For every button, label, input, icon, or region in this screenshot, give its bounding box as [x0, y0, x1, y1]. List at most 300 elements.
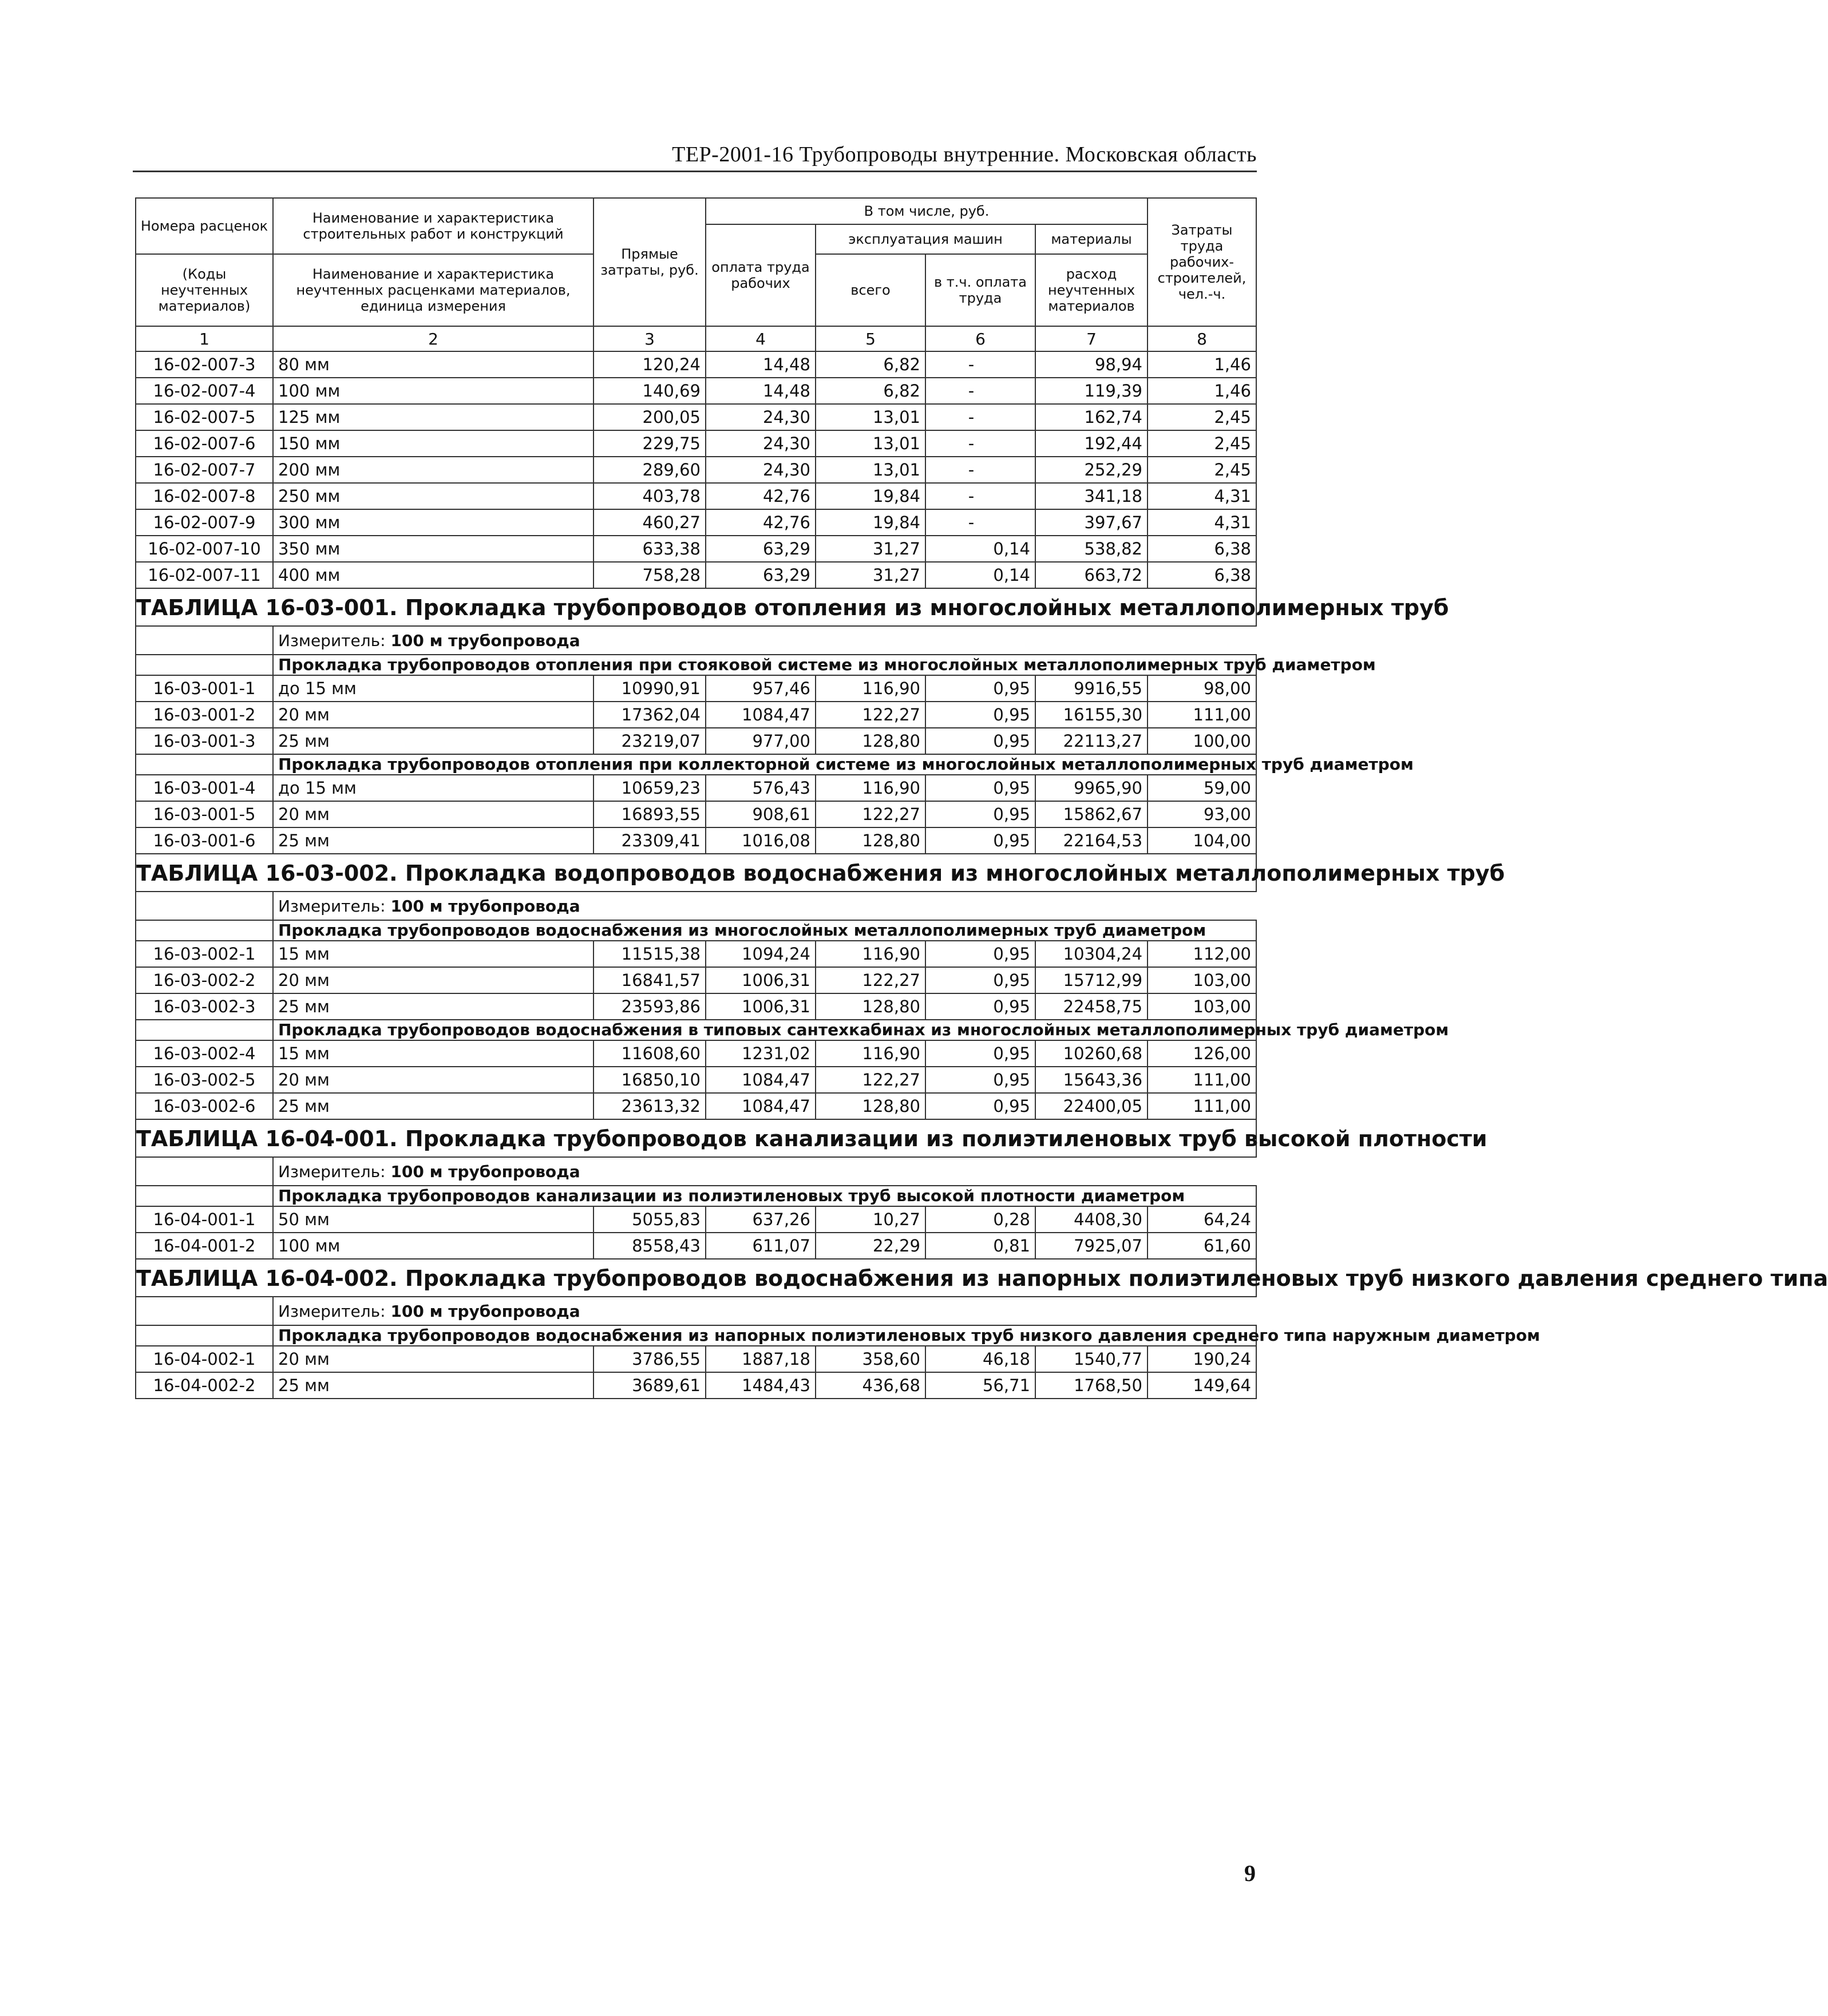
machine-total: 6,82	[816, 378, 925, 404]
machine-labor-pay: 0,95	[925, 941, 1035, 967]
table-title	[136, 1259, 1828, 1297]
group-label: Прокладка трубопроводов водоснабжения из многослойных металлополимерных труб диаметром	[273, 920, 1256, 941]
materials-cost: 7925,07	[1035, 1233, 1148, 1259]
table-number: ТАБЛИЦА 16-03-001.	[136, 595, 398, 620]
labor-pay: 24,30	[706, 430, 816, 457]
machine-labor-pay: 0,95	[925, 801, 1035, 827]
group-header-row	[136, 655, 1256, 675]
group-header-row	[136, 1020, 1256, 1040]
materials-cost: 15643,36	[1035, 1067, 1148, 1093]
meter-label: Измеритель:	[278, 631, 391, 650]
labor-hours: 111,00	[1148, 702, 1256, 728]
machine-labor-pay: 46,18	[925, 1346, 1035, 1372]
materials-cost: 4408,30	[1035, 1206, 1148, 1233]
rate-name: 100 мм	[273, 1233, 593, 1259]
rate-name: 25 мм	[273, 993, 593, 1020]
machine-total: 122,27	[816, 702, 925, 728]
labor-hours: 104,00	[1148, 827, 1256, 854]
direct-cost: 10659,23	[593, 775, 706, 801]
labor-pay: 42,76	[706, 509, 816, 536]
machine-labor-pay: 0,14	[925, 536, 1035, 562]
labor-hours: 2,45	[1148, 404, 1256, 430]
rate-code: 16-02-007-8	[136, 483, 273, 509]
meter-row	[136, 892, 1256, 920]
direct-cost: 5055,83	[593, 1206, 706, 1233]
direct-cost: 11608,60	[593, 1040, 706, 1067]
direct-cost: 10990,91	[593, 675, 706, 702]
machine-labor-pay: 0,95	[925, 967, 1035, 993]
table-row	[136, 430, 1256, 457]
table-row	[136, 457, 1256, 483]
labor-pay: 1006,31	[706, 993, 816, 1020]
meter-value: 100 м трубопровода	[390, 631, 580, 650]
col-machines-total: всего	[816, 254, 925, 326]
direct-cost: 23219,07	[593, 728, 706, 754]
machine-labor-pay: -	[925, 457, 1035, 483]
labor-hours: 112,00	[1148, 941, 1256, 967]
direct-cost: 16893,55	[593, 801, 706, 827]
rate-code: 16-03-002-4	[136, 1040, 273, 1067]
labor-pay: 14,48	[706, 378, 816, 404]
col-materials: материалы	[1035, 224, 1148, 254]
col-index: 7	[1035, 326, 1148, 351]
machine-total: 6,82	[816, 351, 925, 378]
labor-hours: 4,31	[1148, 509, 1256, 536]
machine-labor-pay: 0,81	[925, 1233, 1035, 1259]
meter-row	[136, 1157, 1256, 1186]
rate-code: 16-03-002-1	[136, 941, 273, 967]
machine-labor-pay: 0,95	[925, 1093, 1035, 1119]
table-row	[136, 404, 1256, 430]
machine-total: 116,90	[816, 941, 925, 967]
table-title-row	[136, 1259, 1256, 1297]
labor-pay: 1084,47	[706, 1093, 816, 1119]
rate-code: 16-02-007-7	[136, 457, 273, 483]
materials-cost: 252,29	[1035, 457, 1148, 483]
labor-pay: 24,30	[706, 457, 816, 483]
col-name-bottom: Наименование и характеристика неучтенных расценками материалов, единица измерения	[273, 254, 593, 326]
rate-name: 15 мм	[273, 941, 593, 967]
labor-pay: 637,26	[706, 1206, 816, 1233]
blank-cell	[136, 920, 273, 941]
rate-name: 20 мм	[273, 801, 593, 827]
rate-name: до 15 мм	[273, 675, 593, 702]
materials-cost: 15712,99	[1035, 967, 1148, 993]
table-number: ТАБЛИЦА 16-04-002.	[136, 1266, 398, 1291]
machine-labor-pay: 0,28	[925, 1206, 1035, 1233]
table-title	[136, 1119, 1487, 1157]
col-index: 4	[706, 326, 816, 351]
rate-code: 16-04-002-1	[136, 1346, 273, 1372]
materials-cost: 663,72	[1035, 562, 1148, 588]
rate-code: 16-03-002-6	[136, 1093, 273, 1119]
table-row	[136, 351, 1256, 378]
labor-pay: 1231,02	[706, 1040, 816, 1067]
meter-row	[136, 1297, 1256, 1325]
rate-name: 20 мм	[273, 967, 593, 993]
materials-cost: 9965,90	[1035, 775, 1148, 801]
machine-total: 122,27	[816, 1067, 925, 1093]
direct-cost: 17362,04	[593, 702, 706, 728]
labor-hours: 111,00	[1148, 1067, 1256, 1093]
direct-cost: 229,75	[593, 430, 706, 457]
labor-hours: 93,00	[1148, 801, 1256, 827]
rate-code: 16-02-007-5	[136, 404, 273, 430]
rate-name: 20 мм	[273, 1346, 593, 1372]
table-row	[136, 536, 1256, 562]
machine-total: 13,01	[816, 457, 925, 483]
machine-labor-pay: 0,95	[925, 728, 1035, 754]
blank-cell	[136, 1157, 273, 1186]
group-header-row	[136, 920, 1256, 941]
rate-name: 25 мм	[273, 728, 593, 754]
labor-hours: 59,00	[1148, 775, 1256, 801]
table-row	[136, 801, 1256, 827]
col-pay: оплата труда рабочих	[706, 224, 816, 326]
rate-code: 16-03-002-3	[136, 993, 273, 1020]
labor-pay: 1006,31	[706, 967, 816, 993]
rate-code: 16-03-001-5	[136, 801, 273, 827]
rate-name: 15 мм	[273, 1040, 593, 1067]
group-label: Прокладка трубопроводов отопления при стояковой системе из многослойных металлополимерных труб диаметром	[273, 655, 1256, 675]
blank-cell	[136, 655, 273, 675]
machine-labor-pay: -	[925, 378, 1035, 404]
meter-row	[136, 626, 1256, 655]
meter-value: 100 м трубопровода	[390, 1162, 580, 1181]
machine-labor-pay: 56,71	[925, 1372, 1035, 1399]
col-materials-sub: расход неучтенных материалов	[1035, 254, 1148, 326]
machine-total: 31,27	[816, 562, 925, 588]
materials-cost: 10304,24	[1035, 941, 1148, 967]
rate-name: 20 мм	[273, 1067, 593, 1093]
col-name-top: Наименование и характеристика строительных работ и конструкций	[273, 198, 593, 254]
table-row	[136, 675, 1256, 702]
machine-labor-pay: -	[925, 430, 1035, 457]
page-header	[133, 136, 1257, 172]
labor-pay: 1084,47	[706, 702, 816, 728]
direct-cost: 11515,38	[593, 941, 706, 967]
machine-total: 10,27	[816, 1206, 925, 1233]
materials-cost: 1768,50	[1035, 1372, 1148, 1399]
table-row	[136, 728, 1256, 754]
direct-cost: 8558,43	[593, 1233, 706, 1259]
labor-hours: 2,45	[1148, 457, 1256, 483]
machine-labor-pay: 0,14	[925, 562, 1035, 588]
machine-labor-pay: 0,95	[925, 775, 1035, 801]
blank-cell	[136, 626, 273, 655]
machine-total: 128,80	[816, 1093, 925, 1119]
direct-cost: 3786,55	[593, 1346, 706, 1372]
table-row	[136, 1372, 1256, 1399]
rate-code: 16-02-007-3	[136, 351, 273, 378]
direct-cost: 460,27	[593, 509, 706, 536]
rate-code: 16-03-002-2	[136, 967, 273, 993]
direct-cost: 120,24	[593, 351, 706, 378]
labor-hours: 103,00	[1148, 993, 1256, 1020]
machine-labor-pay: 0,95	[925, 702, 1035, 728]
col-direct: Прямые затраты, руб.	[593, 198, 706, 326]
labor-hours: 64,24	[1148, 1206, 1256, 1233]
direct-cost: 16850,10	[593, 1067, 706, 1093]
rate-code: 16-03-001-3	[136, 728, 273, 754]
materials-cost: 192,44	[1035, 430, 1148, 457]
machine-total: 358,60	[816, 1346, 925, 1372]
direct-cost: 758,28	[593, 562, 706, 588]
machine-labor-pay: 0,95	[925, 1040, 1035, 1067]
machine-total: 19,84	[816, 483, 925, 509]
machine-labor-pay: 0,95	[925, 827, 1035, 854]
blank-cell	[136, 892, 273, 920]
labor-pay: 576,43	[706, 775, 816, 801]
table-title	[136, 588, 1449, 626]
machine-total: 19,84	[816, 509, 925, 536]
col-index: 6	[925, 326, 1035, 351]
rate-name: 100 мм	[273, 378, 593, 404]
group-label: Прокладка трубопроводов отопления при коллекторной системе из многослойных металлополимерных труб диаметром	[273, 754, 1256, 775]
meter-value: 100 м трубопровода	[390, 896, 580, 916]
table-row	[136, 941, 1256, 967]
labor-pay: 42,76	[706, 483, 816, 509]
rate-code: 16-03-001-2	[136, 702, 273, 728]
machine-total: 13,01	[816, 430, 925, 457]
materials-cost: 22400,05	[1035, 1093, 1148, 1119]
rate-name: 150 мм	[273, 430, 593, 457]
materials-cost: 119,39	[1035, 378, 1148, 404]
col-index: 8	[1148, 326, 1256, 351]
labor-hours: 61,60	[1148, 1233, 1256, 1259]
labor-hours: 100,00	[1148, 728, 1256, 754]
machine-total: 128,80	[816, 993, 925, 1020]
direct-cost: 633,38	[593, 536, 706, 562]
machine-labor-pay: 0,95	[925, 1067, 1035, 1093]
materials-cost: 9916,55	[1035, 675, 1148, 702]
table-row	[136, 562, 1256, 588]
materials-cost: 22113,27	[1035, 728, 1148, 754]
machine-labor-pay: 0,95	[925, 675, 1035, 702]
rate-name: 300 мм	[273, 509, 593, 536]
meter-value: 100 м трубопровода	[390, 1301, 580, 1321]
direct-cost: 403,78	[593, 483, 706, 509]
group-header-row	[136, 1186, 1256, 1206]
labor-hours: 6,38	[1148, 562, 1256, 588]
machine-labor-pay: 0,95	[925, 993, 1035, 1020]
rate-name: 25 мм	[273, 827, 593, 854]
labor-hours: 1,46	[1148, 351, 1256, 378]
table-row	[136, 1346, 1256, 1372]
materials-cost: 10260,68	[1035, 1040, 1148, 1067]
direct-cost: 23613,32	[593, 1093, 706, 1119]
labor-hours: 4,31	[1148, 483, 1256, 509]
rate-code: 16-03-002-5	[136, 1067, 273, 1093]
labor-pay: 908,61	[706, 801, 816, 827]
table-row	[136, 702, 1256, 728]
direct-cost: 16841,57	[593, 967, 706, 993]
meter-label: Измеритель:	[278, 1162, 391, 1181]
machine-total: 31,27	[816, 536, 925, 562]
rate-name: 50 мм	[273, 1206, 593, 1233]
machine-total: 22,29	[816, 1233, 925, 1259]
materials-cost: 341,18	[1035, 483, 1148, 509]
col-code-bottom: (Коды неучтенных материалов)	[136, 254, 273, 326]
rate-code: 16-02-007-6	[136, 430, 273, 457]
machine-total: 128,80	[816, 827, 925, 854]
machine-total: 116,90	[816, 1040, 925, 1067]
rate-name: 20 мм	[273, 702, 593, 728]
machine-labor-pay: -	[925, 509, 1035, 536]
machine-total: 13,01	[816, 404, 925, 430]
table-title-row	[136, 1119, 1256, 1157]
rates-table	[135, 197, 1828, 1399]
labor-pay: 977,00	[706, 728, 816, 754]
direct-cost: 23309,41	[593, 827, 706, 854]
labor-pay: 14,48	[706, 351, 816, 378]
table-row	[136, 967, 1256, 993]
machine-total: 128,80	[816, 728, 925, 754]
labor-pay: 24,30	[706, 404, 816, 430]
group-label: Прокладка трубопроводов водоснабжения в типовых сантехкабинах из многослойных металлополимерных труб диаметром	[273, 1020, 1256, 1040]
col-machines: эксплуатация машин	[816, 224, 1035, 254]
rate-name: 400 мм	[273, 562, 593, 588]
col-index: 2	[273, 326, 593, 351]
page-number: 9	[1244, 1860, 1256, 1886]
labor-pay: 63,29	[706, 536, 816, 562]
meter-cell	[273, 626, 1256, 655]
direct-cost: 3689,61	[593, 1372, 706, 1399]
col-index: 5	[816, 326, 925, 351]
rate-code: 16-03-001-1	[136, 675, 273, 702]
labor-hours: 6,38	[1148, 536, 1256, 562]
rate-code: 16-03-001-4	[136, 775, 273, 801]
machine-total: 116,90	[816, 775, 925, 801]
machine-labor-pay: -	[925, 404, 1035, 430]
labor-pay: 1084,47	[706, 1067, 816, 1093]
rate-name: 25 мм	[273, 1372, 593, 1399]
labor-pay: 1887,18	[706, 1346, 816, 1372]
rate-code: 16-02-007-4	[136, 378, 273, 404]
table-row	[136, 509, 1256, 536]
meter-cell	[273, 1157, 1256, 1186]
table-number: ТАБЛИЦА 16-03-002.	[136, 861, 398, 886]
machine-labor-pay: -	[925, 351, 1035, 378]
materials-cost: 1540,77	[1035, 1346, 1148, 1372]
table-header	[136, 198, 1256, 351]
labor-pay: 1016,08	[706, 827, 816, 854]
table-row	[136, 1093, 1256, 1119]
table-title-text: Прокладка трубопроводов водоснабжения из напорных полиэтиленовых труб низкого давления среднего типа	[405, 1266, 1828, 1291]
col-index: 3	[593, 326, 706, 351]
meter-cell	[273, 1297, 1256, 1325]
materials-cost: 22458,75	[1035, 993, 1148, 1020]
materials-cost: 15862,67	[1035, 801, 1148, 827]
group-label: Прокладка трубопроводов канализации из полиэтиленовых труб высокой плотности диаметром	[273, 1186, 1256, 1206]
rate-code: 16-02-007-11	[136, 562, 273, 588]
header-title: ТЕР-2001-16 Трубопроводы внутренние. Московская область	[672, 142, 1257, 167]
table-row	[136, 1233, 1256, 1259]
table-row	[136, 1040, 1256, 1067]
rate-name: 25 мм	[273, 1093, 593, 1119]
table-title-row	[136, 588, 1256, 626]
materials-cost: 397,67	[1035, 509, 1148, 536]
direct-cost: 289,60	[593, 457, 706, 483]
labor-hours: 1,46	[1148, 378, 1256, 404]
labor-pay: 1484,43	[706, 1372, 816, 1399]
blank-cell	[136, 1325, 273, 1346]
machine-total: 436,68	[816, 1372, 925, 1399]
machine-total: 122,27	[816, 967, 925, 993]
labor-hours: 190,24	[1148, 1346, 1256, 1372]
table-title-text: Прокладка трубопроводов отопления из многослойных металлополимерных труб	[405, 595, 1449, 620]
labor-hours: 111,00	[1148, 1093, 1256, 1119]
labor-hours: 149,64	[1148, 1372, 1256, 1399]
labor-hours: 126,00	[1148, 1040, 1256, 1067]
blank-cell	[136, 1186, 273, 1206]
rate-name: 125 мм	[273, 404, 593, 430]
rate-code: 16-02-007-9	[136, 509, 273, 536]
direct-cost: 200,05	[593, 404, 706, 430]
table-row	[136, 378, 1256, 404]
col-machines-pay: в т.ч. оплата труда	[925, 254, 1035, 326]
rate-code: 16-04-002-2	[136, 1372, 273, 1399]
meter-cell	[273, 892, 1256, 920]
group-header-row	[136, 1325, 1256, 1346]
table-row	[136, 483, 1256, 509]
table-title	[136, 854, 1505, 892]
materials-cost: 98,94	[1035, 351, 1148, 378]
rate-name: 350 мм	[273, 536, 593, 562]
rate-code: 16-04-001-2	[136, 1233, 273, 1259]
labor-pay: 611,07	[706, 1233, 816, 1259]
direct-cost: 140,69	[593, 378, 706, 404]
col-code-top: Номера расценок	[136, 198, 273, 254]
rate-code: 16-03-001-6	[136, 827, 273, 854]
table-row	[136, 1067, 1256, 1093]
table-row	[136, 993, 1256, 1020]
rate-code: 16-04-001-1	[136, 1206, 273, 1233]
meter-label: Измеритель:	[278, 1301, 391, 1321]
blank-cell	[136, 1020, 273, 1040]
table-row	[136, 775, 1256, 801]
col-index: 1	[136, 326, 273, 351]
column-index-row	[136, 326, 1256, 351]
col-incl: В том числе, руб.	[706, 198, 1148, 224]
machine-total: 122,27	[816, 801, 925, 827]
materials-cost: 22164,53	[1035, 827, 1148, 854]
materials-cost: 162,74	[1035, 404, 1148, 430]
table-title-row	[136, 854, 1256, 892]
labor-pay: 63,29	[706, 562, 816, 588]
labor-hours: 103,00	[1148, 967, 1256, 993]
rate-code: 16-02-007-10	[136, 536, 273, 562]
table-title-text: Прокладка водопроводов водоснабжения из многослойных металлополимерных труб	[405, 861, 1505, 886]
table-number: ТАБЛИЦА 16-04-001.	[136, 1126, 398, 1151]
blank-cell	[136, 754, 273, 775]
rate-name: 200 мм	[273, 457, 593, 483]
table-body	[136, 351, 1828, 1399]
materials-cost: 16155,30	[1035, 702, 1148, 728]
rate-name: 80 мм	[273, 351, 593, 378]
meter-label: Измеритель:	[278, 896, 391, 916]
direct-cost: 23593,86	[593, 993, 706, 1020]
labor-pay: 1094,24	[706, 941, 816, 967]
table-row	[136, 1206, 1256, 1233]
machine-total: 116,90	[816, 675, 925, 702]
col-labor: Затраты труда рабочих-строителей, чел.-ч.	[1148, 198, 1256, 326]
table-row	[136, 827, 1256, 854]
table-title-text: Прокладка трубопроводов канализации из полиэтиленовых труб высокой плотности	[405, 1126, 1487, 1151]
group-label: Прокладка трубопроводов водоснабжения из напорных полиэтиленовых труб низкого давления среднего типа наружным диаметром	[273, 1325, 1256, 1346]
labor-hours: 2,45	[1148, 430, 1256, 457]
blank-cell	[136, 1297, 273, 1325]
